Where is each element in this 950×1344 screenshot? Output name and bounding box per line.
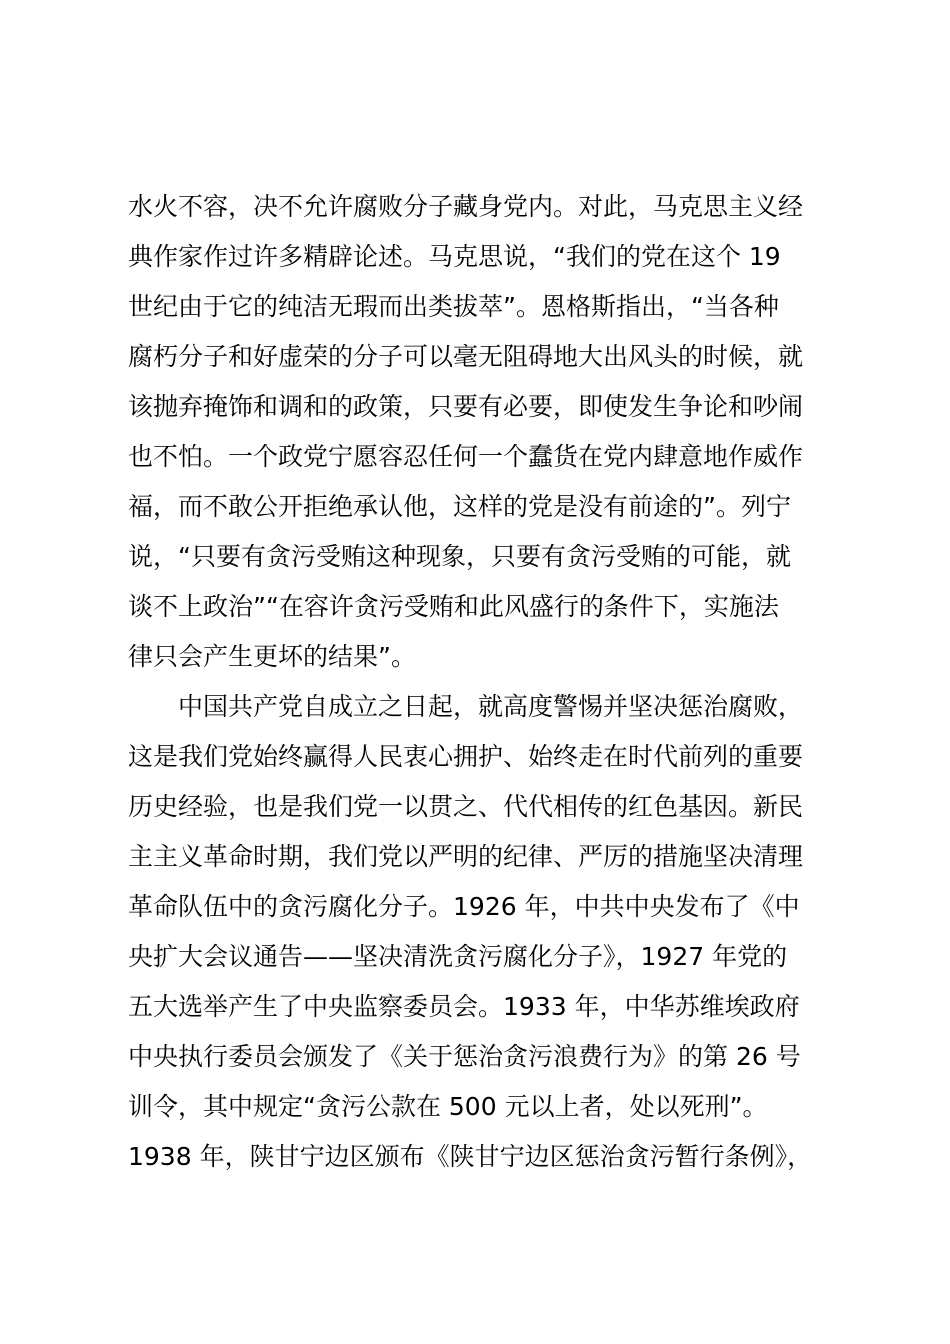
text-line: 水火不容，决不允许腐败分子藏身党内。对此，马克思主义经 xyxy=(128,192,804,221)
text-line: 央扩大会议通告——坚决清洗贪污腐化分子》，1927 年党的 xyxy=(128,942,788,971)
body-text xyxy=(128,182,848,1182)
text-line: 律只会产生更坏的结果”。 xyxy=(128,642,416,671)
text-line: 腐朽分子和好虚荣的分子可以毫无阻碍地大出风头的时候，就 xyxy=(128,342,804,371)
text-line: 革命队伍中的贪污腐化分子。1926 年，中共中央发布了《中 xyxy=(128,892,800,921)
text-line: 也不怕。一个政党宁愿容忍任何一个蠢货在党内肆意地作威作 xyxy=(128,442,804,471)
text-line: 福，而不敢公开拒绝承认他，这样的党是没有前途的”。列宁 xyxy=(128,492,791,521)
text-line: 说，“只要有贪污受贿这种现象，只要有贪污受贿的可能，就 xyxy=(128,542,791,571)
text-line: 典作家作过许多精辟论述。马克思说，“我们的党在这个 19 xyxy=(128,242,781,271)
text-line: 这是我们党始终赢得人民衷心拥护、始终走在时代前列的重要 xyxy=(128,742,804,771)
text-line: 谈不上政治”“在容许贪污受贿和此风盛行的条件下，实施法 xyxy=(128,592,779,621)
paragraph-start-line: 中国共产党自成立之日起，就高度警惕并坚决惩治腐败， xyxy=(178,692,804,721)
text-line: 中央执行委员会颁发了《关于惩治贪污浪费行为》的第 26 号 xyxy=(128,1042,801,1071)
text-line: 主主义革命时期，我们党以严明的纪律、严厉的措施坚决清理 xyxy=(128,842,804,871)
text-line: 五大选举产生了中央监察委员会。1933 年，中华苏维埃政府 xyxy=(128,992,800,1021)
text-line: 世纪由于它的纯洁无瑕而出类拔萃”。恩格斯指出，“当各种 xyxy=(128,292,779,321)
text-line: 1938 年，陕甘宁边区颁布《陕甘宁边区惩治贪污暂行条例》， xyxy=(128,1142,813,1171)
text-line: 该抛弃掩饰和调和的政策，只要有必要，即使发生争论和吵闹 xyxy=(128,392,804,421)
text-line: 训令，其中规定“贪污公款在 500 元以上者，处以死刑”。 xyxy=(128,1092,768,1121)
text-line: 历史经验，也是我们党一以贯之、代代相传的红色基因。新民 xyxy=(128,792,804,821)
